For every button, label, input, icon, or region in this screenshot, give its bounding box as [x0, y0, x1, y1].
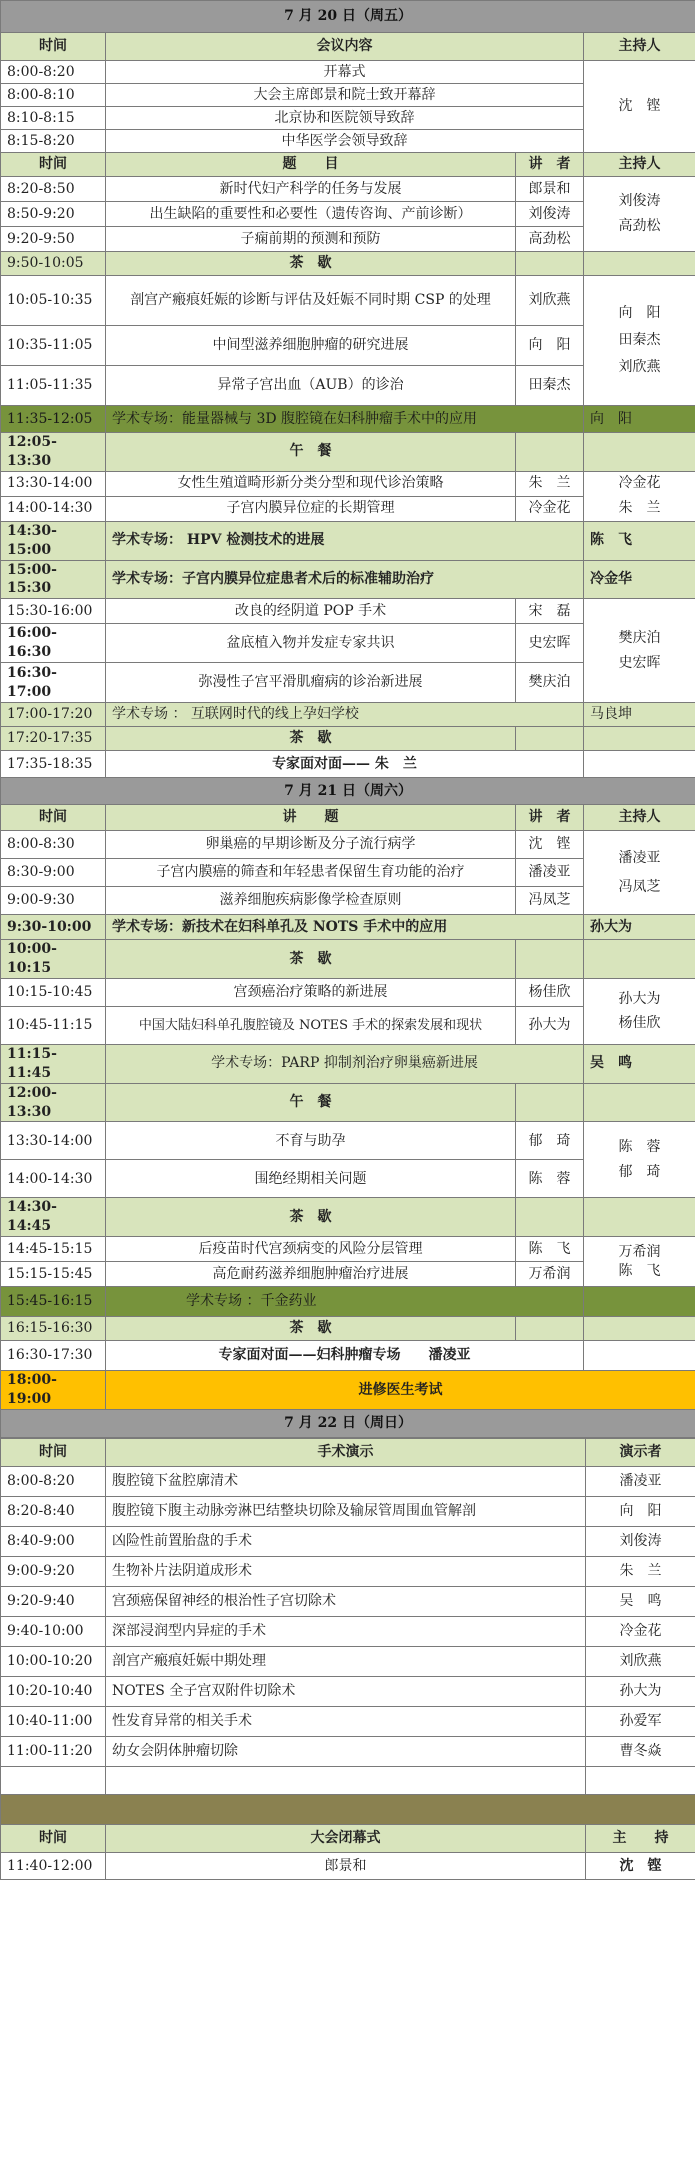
special-session-row	[1, 915, 695, 940]
time-cell: 14:45-15:15	[1, 1237, 106, 1262]
col-header-speaker: 讲 者	[516, 153, 584, 177]
col-header-time: 时间	[1, 33, 106, 61]
time-cell: 10:20-10:40	[1, 1677, 106, 1707]
lunch-label: 午 餐	[106, 1083, 516, 1122]
speaker-cell: 陈 蓉	[516, 1160, 584, 1198]
special-label: 学术专场：子宫内膜异位症患者术后的标准辅助治疗	[106, 560, 584, 599]
time-cell: 15:00-15:30	[1, 560, 106, 599]
time-cell: 15:15-15:45	[1, 1262, 106, 1287]
table-row	[1, 831, 695, 859]
speaker-cell: 万希润	[516, 1262, 584, 1287]
time-cell: 8:40-9:00	[1, 1527, 106, 1557]
topic-cell: 异常子宫出血（AUB）的诊治	[106, 366, 516, 406]
content-cell: 开幕式	[106, 61, 584, 84]
table-row	[1, 1647, 695, 1677]
speaker-cell: 潘凌亚	[516, 859, 584, 887]
special-session-row	[1, 1287, 695, 1317]
time-cell: 9:00-9:30	[1, 887, 106, 915]
topic-cell: 卵巢癌的早期诊断及分子流行病学	[106, 831, 516, 859]
host-cell	[584, 177, 695, 252]
host-name: 冷金花	[618, 475, 661, 492]
special-session-row	[1, 560, 695, 599]
demo-cell: 吴 鸣	[586, 1587, 695, 1617]
topic-cell: 女性生殖道畸形新分类分型和现代诊治策略	[106, 471, 516, 496]
host-name: 田秦杰	[618, 332, 661, 349]
content-cell: 宫颈癌保留神经的根治性子宫切除术	[106, 1587, 586, 1617]
tea-label: 茶 歇	[106, 1198, 516, 1237]
table-row	[1, 1853, 695, 1880]
divider-band	[1, 1795, 695, 1825]
special-label: 学术专场： HPV 检测技术的进展	[106, 521, 584, 560]
special-label: 学术专场：PARP 抑制剂治疗卵巢癌新进展	[106, 1044, 584, 1083]
time-cell: 10:35-11:05	[1, 326, 106, 366]
content-cell: 北京协和医院领导致辞	[106, 107, 584, 130]
host-name: 陈 蓉	[618, 1139, 661, 1156]
time-cell: 16:00-16:30	[1, 624, 106, 663]
table-row	[1, 1527, 695, 1557]
speaker-cell: 向 阳	[516, 326, 584, 366]
demo-cell: 孙爱军	[586, 1707, 695, 1737]
tea-break-row	[1, 727, 695, 751]
table-row	[1, 1497, 695, 1527]
time-cell: 8:20-8:40	[1, 1497, 106, 1527]
tea-break-row	[1, 252, 695, 276]
time-cell: 17:35-18:35	[1, 751, 106, 778]
special-speaker: 孙大为	[584, 915, 695, 940]
topic-cell: 中国大陆妇科单孔腹腔镜及 NOTES 手术的探索发展和现状	[106, 1006, 516, 1044]
topic-cell: 出生缺陷的重要性和必要性（遗传咨询、产前诊断）	[106, 202, 516, 227]
special-label: 学术专场 ：千金药业	[106, 1287, 584, 1317]
day-banner: 7 月 22 日（周日）	[1, 1410, 695, 1438]
content-cell: NOTES 全子宫双附件切除术	[106, 1677, 586, 1707]
time-cell: 12:05-13:30	[1, 433, 106, 472]
time-cell: 16:15-16:30	[1, 1317, 106, 1341]
speaker-cell: 宋 磊	[516, 599, 584, 624]
tea-label: 茶 歇	[106, 727, 516, 751]
time-cell: 8:30-9:00	[1, 859, 106, 887]
time-cell: 18:00-19:00	[1, 1371, 106, 1410]
speaker-cell: 沈 铿	[516, 831, 584, 859]
tea-break-row	[1, 940, 695, 979]
demo-cell: 朱 兰	[586, 1557, 695, 1587]
demo-cell: 刘俊涛	[586, 1527, 695, 1557]
table-row	[1, 1467, 695, 1497]
exam-row	[1, 1371, 695, 1410]
time-cell: 11:05-11:35	[1, 366, 106, 406]
time-cell: 8:00-8:30	[1, 831, 106, 859]
topic-cell: 子宫内膜癌的筛查和年轻患者保留生育功能的治疗	[106, 859, 516, 887]
col-header-time: 时间	[1, 153, 106, 177]
speaker-cell: 樊庆泊	[516, 663, 584, 703]
demo-cell: 冷金花	[586, 1617, 695, 1647]
host-name: 高劲松	[618, 218, 661, 234]
col-header-time: 时间	[1, 805, 106, 831]
demo-cell: 曹冬焱	[586, 1737, 695, 1767]
col-header-content: 会议内容	[106, 33, 584, 61]
time-cell: 8:00-8:10	[1, 84, 106, 107]
speaker-cell: 刘欣燕	[516, 276, 584, 326]
tea-label: 茶 歇	[106, 252, 516, 276]
speaker-cell: 郁 琦	[516, 1122, 584, 1160]
host-cell	[584, 276, 695, 406]
time-cell: 9:30-10:00	[1, 915, 106, 940]
content-cell: 深部浸润型内异症的手术	[106, 1617, 586, 1647]
special-speaker: 马良坤	[584, 703, 695, 727]
day-banner: 7 月 20 日（周五）	[1, 1, 695, 33]
time-cell: 15:45-16:15	[1, 1287, 106, 1317]
col-header-demo: 演示者	[586, 1439, 695, 1467]
time-cell: 9:40-10:00	[1, 1617, 106, 1647]
special-speaker: 冷金华	[584, 560, 695, 599]
content-cell: 生物补片法阴道成形术	[106, 1557, 586, 1587]
time-cell: 14:00-14:30	[1, 496, 106, 521]
time-cell: 11:40-12:00	[1, 1853, 106, 1880]
speaker-cell: 高劲松	[516, 227, 584, 252]
time-cell: 8:00-8:20	[1, 61, 106, 84]
lunch-row	[1, 433, 695, 472]
tea-break-row	[1, 1317, 695, 1341]
special-session-row	[1, 406, 695, 433]
host-name: 樊庆泊	[618, 629, 661, 646]
host-name: 刘欣燕	[618, 358, 661, 375]
table-row	[1, 1587, 695, 1617]
time-cell: 10:15-10:45	[1, 978, 106, 1006]
table-row	[1, 276, 695, 326]
topic-cell: 不育与助孕	[106, 1122, 516, 1160]
expert-label: 专家面对面—— 朱 兰	[106, 751, 584, 778]
topic-cell: 围绝经期相关问题	[106, 1160, 516, 1198]
table-row	[1, 599, 695, 624]
host-cell	[584, 471, 695, 521]
time-cell: 12:00-13:30	[1, 1083, 106, 1122]
col-header-topic: 讲 题	[106, 805, 516, 831]
host-cell	[584, 978, 695, 1044]
special-speaker: 吴 鸣	[584, 1044, 695, 1083]
topic-cell: 宫颈癌治疗策略的新进展	[106, 978, 516, 1006]
expert-label: 专家面对面——妇科肿瘤专场 潘凌亚	[106, 1341, 584, 1371]
content-cell: 性发育异常的相关手术	[106, 1707, 586, 1737]
host-name: 孙大为	[618, 990, 661, 1007]
lunch-row	[1, 1083, 695, 1122]
host-cell	[584, 1122, 695, 1198]
table-row	[1, 1237, 695, 1262]
table-row	[1, 1557, 695, 1587]
topic-cell: 高危耐药滋养细胞肿瘤治疗进展	[106, 1262, 516, 1287]
lunch-label: 午 餐	[106, 433, 516, 472]
time-cell: 9:50-10:05	[1, 252, 106, 276]
table-row	[1, 1122, 695, 1160]
host-name: 冯凤芝	[618, 878, 661, 895]
col-header-host: 主持人	[584, 805, 695, 831]
table-row	[1, 978, 695, 1006]
topic-cell: 改良的经阴道 POP 手术	[106, 599, 516, 624]
topic-cell: 弥漫性子宫平滑肌瘤病的诊治新进展	[106, 663, 516, 703]
topic-cell: 子宫内膜异位症的长期管理	[106, 496, 516, 521]
time-cell: 11:15-11:45	[1, 1044, 106, 1083]
host-name: 杨佳欣	[618, 1015, 661, 1032]
topic-cell: 盆底植入物并发症专家共识	[106, 624, 516, 663]
speaker-cell: 陈 飞	[516, 1237, 584, 1262]
time-cell: 11:00-11:20	[1, 1737, 106, 1767]
col-header-time: 时间	[1, 1825, 106, 1853]
time-cell: 9:20-9:50	[1, 227, 106, 252]
col-header-content: 大会闭幕式	[106, 1825, 586, 1853]
time-cell: 8:15-8:20	[1, 130, 106, 153]
time-cell: 17:00-17:20	[1, 703, 106, 727]
speaker-cell: 郎景和	[516, 177, 584, 202]
time-cell: 11:35-12:05	[1, 406, 106, 433]
col-header-content: 手术演示	[106, 1439, 586, 1467]
col-header-topic: 题 目	[106, 153, 516, 177]
host-cell: 沈 铿	[584, 61, 695, 153]
col-header-host: 主持人	[584, 153, 695, 177]
speaker-cell: 杨佳欣	[516, 978, 584, 1006]
content-cell: 凶险性前置胎盘的手术	[106, 1527, 586, 1557]
time-cell: 10:00-10:15	[1, 940, 106, 979]
demo-cell: 刘欣燕	[586, 1647, 695, 1677]
time-cell: 8:00-8:20	[1, 1467, 106, 1497]
time-cell: 14:30-15:00	[1, 521, 106, 560]
special-label: 学术专场：新技术在妇科单孔及 NOTS 手术中的应用	[106, 915, 584, 940]
topic-cell: 后疫苗时代宫颈病变的风险分层管理	[106, 1237, 516, 1262]
demo-cell: 向 阳	[586, 1497, 695, 1527]
special-session-row	[1, 1044, 695, 1083]
host-cell	[584, 1237, 695, 1287]
topic-cell: 中间型滋养细胞肿瘤的研究进展	[106, 326, 516, 366]
time-cell: 14:30-14:45	[1, 1198, 106, 1237]
col-header-host: 主持人	[584, 33, 695, 61]
expert-row	[1, 1341, 695, 1371]
host-name: 刘俊涛	[618, 193, 661, 210]
col-header-speaker: 讲 者	[516, 805, 584, 831]
content-cell: 腹腔镜下盆腔廓清术	[106, 1467, 586, 1497]
time-cell: 9:00-9:20	[1, 1557, 106, 1587]
time-cell: 8:10-8:15	[1, 107, 106, 130]
time-cell: 16:30-17:30	[1, 1341, 106, 1371]
speaker-cell: 田秦杰	[516, 366, 584, 406]
exam-label: 进修医生考试	[106, 1371, 695, 1410]
speaker-cell: 史宏晖	[516, 624, 584, 663]
table-row	[1, 1737, 695, 1767]
tea-label: 茶 歇	[106, 940, 516, 979]
time-cell: 8:50-9:20	[1, 202, 106, 227]
time-cell: 10:45-11:15	[1, 1006, 106, 1044]
table-row	[1, 177, 695, 202]
speaker-cell: 冯凤芝	[516, 887, 584, 915]
table-row	[1, 1677, 695, 1707]
host-cell	[584, 599, 695, 703]
table-row	[1, 1707, 695, 1737]
host-name: 万希润	[618, 1243, 661, 1260]
time-cell: 8:20-8:50	[1, 177, 106, 202]
expert-row	[1, 751, 695, 778]
col-header-time: 时间	[1, 1439, 106, 1467]
special-label: 学术专场：能量器械与 3D 腹腔镜在妇科肿瘤手术中的应用	[106, 406, 584, 433]
time-cell: 10:05-10:35	[1, 276, 106, 326]
time-cell: 13:30-14:00	[1, 1122, 106, 1160]
tea-label: 茶 歇	[106, 1317, 516, 1341]
topic-cell: 滋养细胞疾病影像学检查原则	[106, 887, 516, 915]
speaker-cell: 朱 兰	[516, 471, 584, 496]
special-speaker: 陈 飞	[584, 521, 695, 560]
content-cell: 剖宫产瘢痕妊娠中期处理	[106, 1647, 586, 1677]
time-cell: 10:40-11:00	[1, 1707, 106, 1737]
day-banner: 7 月 21 日（周六）	[1, 778, 695, 805]
host-name: 潘凌亚	[618, 849, 661, 866]
time-cell: 16:30-17:00	[1, 663, 106, 703]
table-row	[1, 1767, 695, 1795]
host-cell: 沈 铿	[586, 1853, 695, 1880]
host-cell	[584, 831, 695, 915]
content-cell: 中华医学会领导致辞	[106, 130, 584, 153]
topic-cell: 剖宫产瘢痕妊娠的诊断与评估及妊娠不同时期 CSP 的处理	[106, 276, 516, 326]
special-session-row	[1, 703, 695, 727]
time-cell: 13:30-14:00	[1, 471, 106, 496]
topic-cell: 子痫前期的预测和预防	[106, 227, 516, 252]
time-cell: 15:30-16:00	[1, 599, 106, 624]
content-cell: 大会主席郎景和院士致开幕辞	[106, 84, 584, 107]
content-cell: 腹腔镜下腹主动脉旁淋巴结整块切除及输尿管周围血管解剖	[106, 1497, 586, 1527]
time-cell: 10:00-10:20	[1, 1647, 106, 1677]
speaker-cell: 冷金花	[516, 496, 584, 521]
surgery-table	[0, 1438, 695, 1880]
speaker-cell: 孙大为	[516, 1006, 584, 1044]
col-header-host: 主 持	[586, 1825, 695, 1853]
host-name: 郁 琦	[618, 1163, 661, 1180]
special-label: 学术专场 ： 互联网时代的线上孕妇学校	[106, 703, 584, 727]
time-cell: 9:20-9:40	[1, 1587, 106, 1617]
host-name: 陈 飞	[618, 1262, 661, 1279]
table-row	[1, 1617, 695, 1647]
speaker-cell: 刘俊涛	[516, 202, 584, 227]
host-name: 向 阳	[618, 305, 661, 322]
demo-cell: 孙大为	[586, 1677, 695, 1707]
time-cell: 17:20-17:35	[1, 727, 106, 751]
time-cell: 14:00-14:30	[1, 1160, 106, 1198]
tea-break-row	[1, 1198, 695, 1237]
content-cell: 郎景和	[106, 1853, 586, 1880]
host-name: 朱 兰	[618, 500, 661, 517]
topic-cell: 新时代妇产科学的任务与发展	[106, 177, 516, 202]
demo-cell: 潘凌亚	[586, 1467, 695, 1497]
table-row	[1, 61, 695, 84]
special-session-row	[1, 521, 695, 560]
special-speaker: 向 阳	[584, 406, 695, 433]
host-name: 史宏晖	[618, 654, 661, 671]
table-row	[1, 471, 695, 496]
content-cell: 幼女会阴体肿瘤切除	[106, 1737, 586, 1767]
